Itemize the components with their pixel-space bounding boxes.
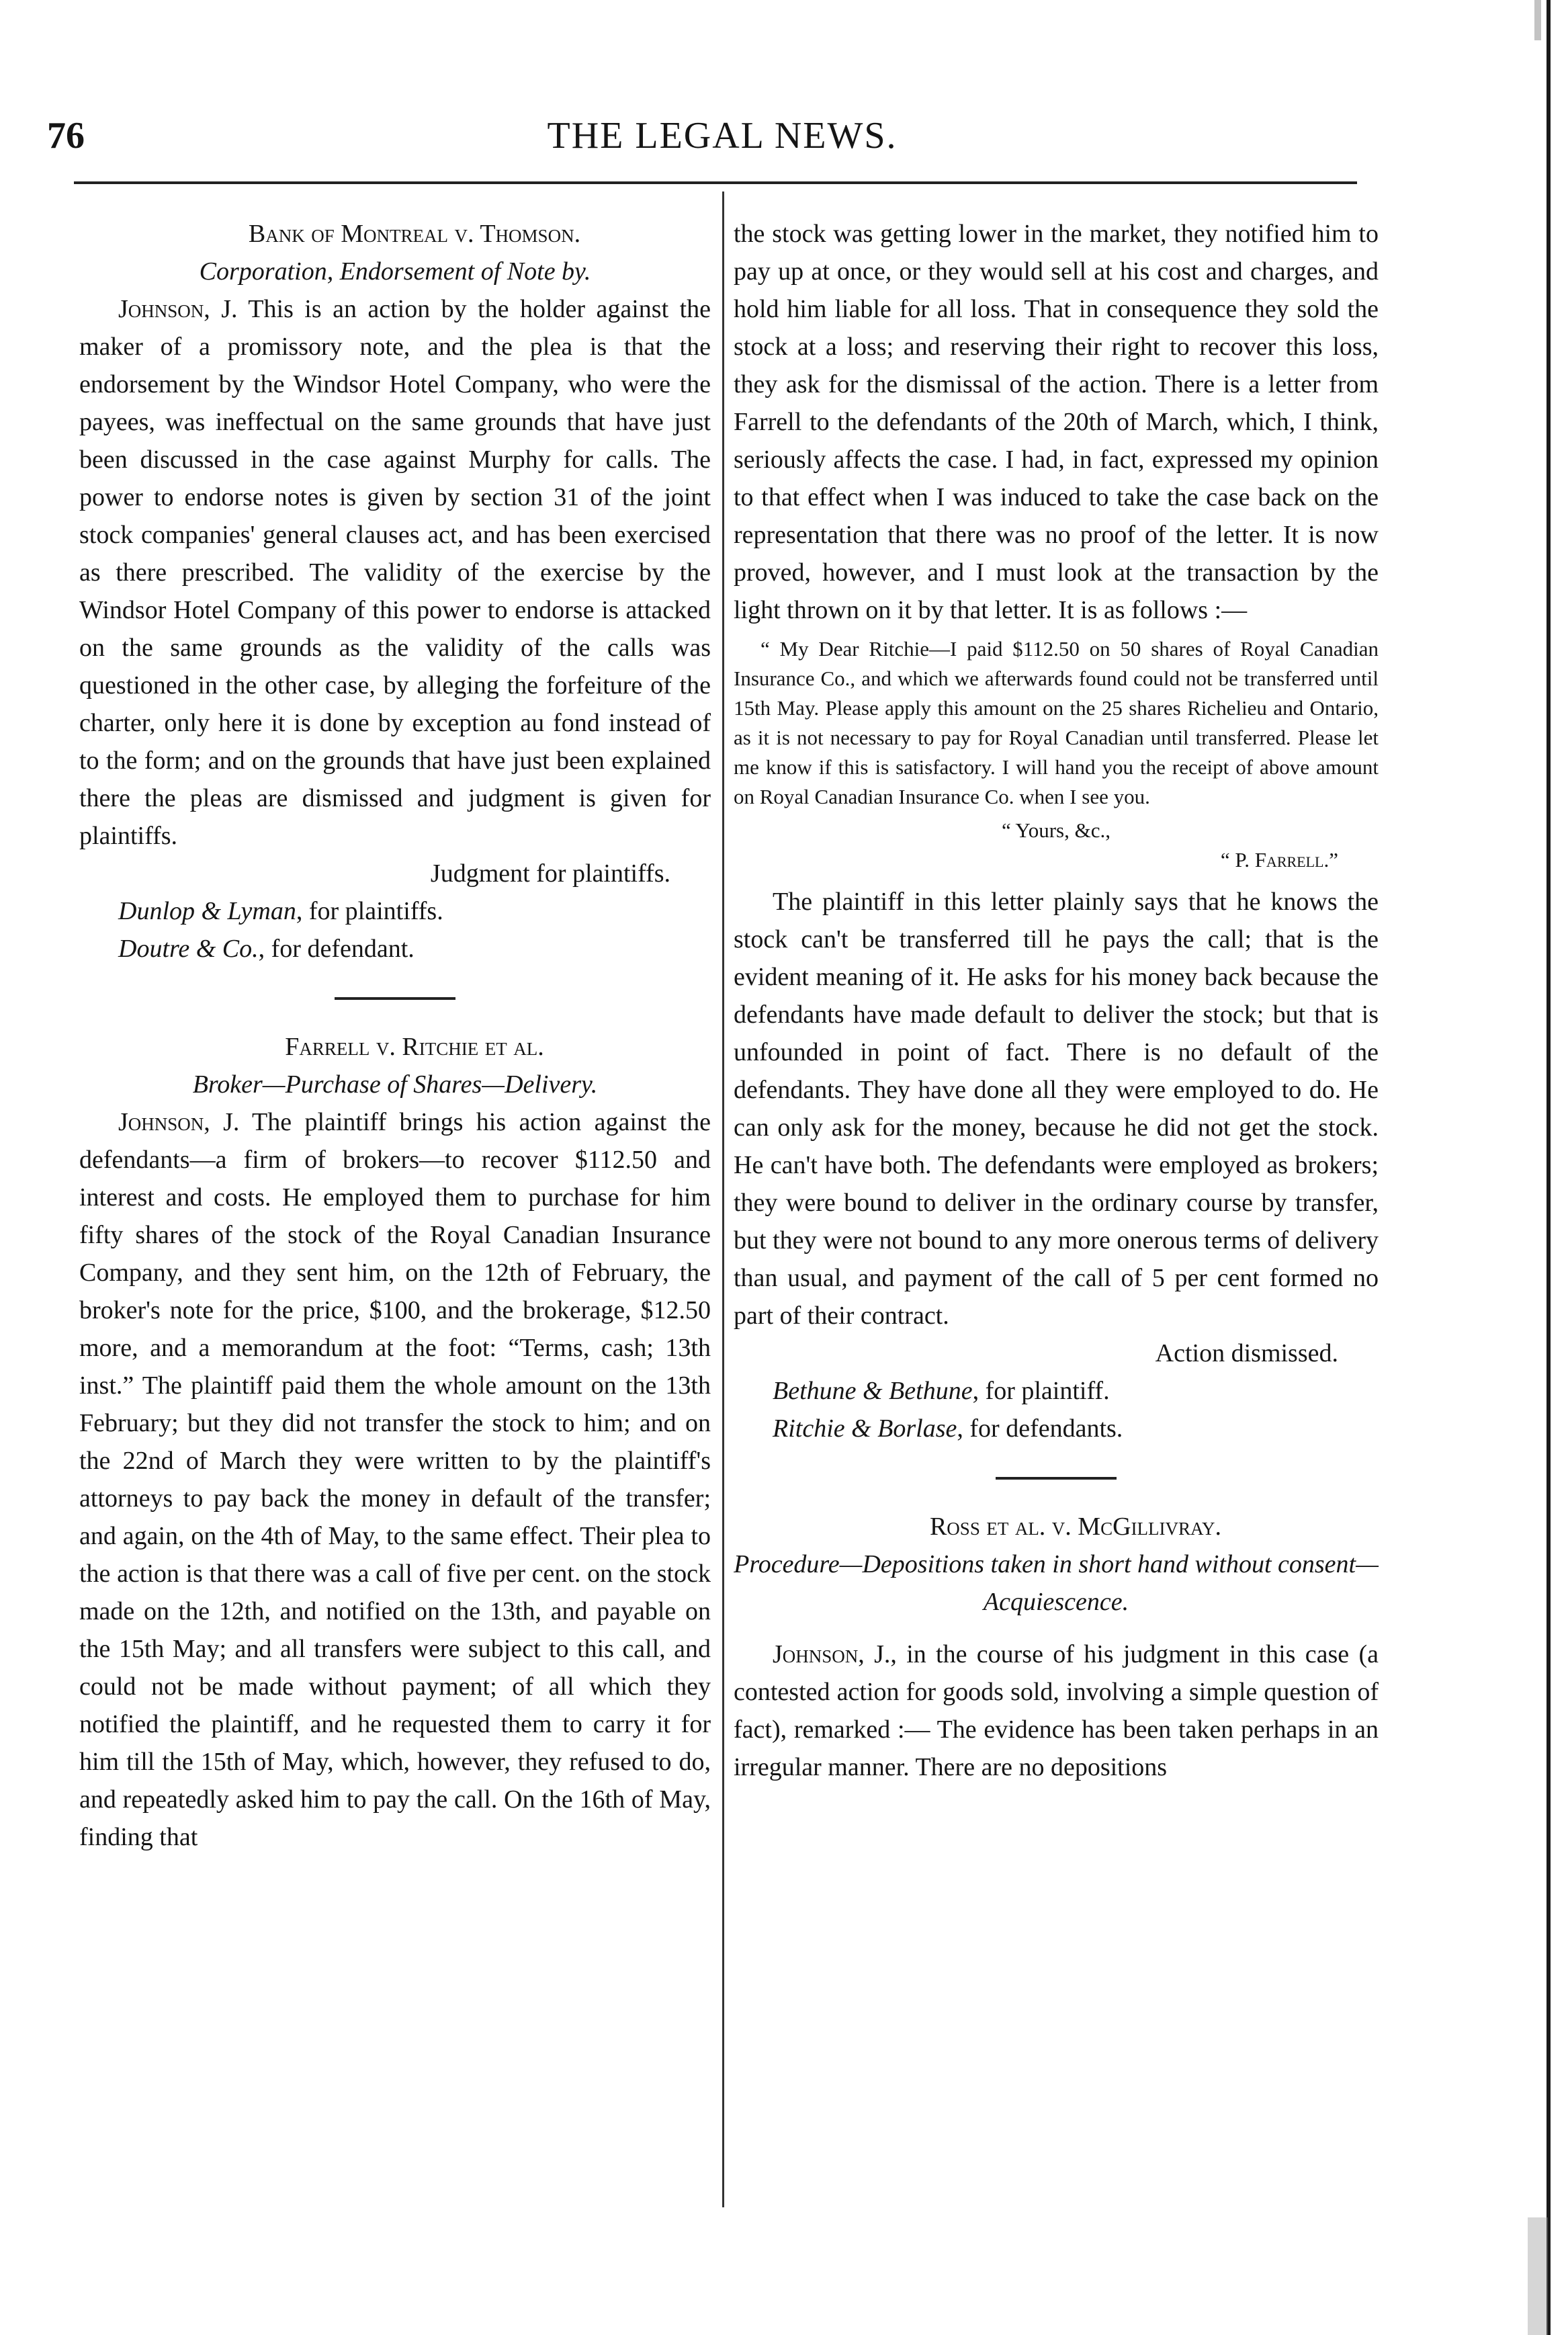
case-title: Ross et al. v. McGillivray. [929, 1513, 1222, 1541]
header-rule [74, 181, 1357, 184]
case-body [79, 290, 711, 855]
case-title: Farrell v. Ritchie et al. [285, 1033, 544, 1061]
letter-signature: “ P. Farrell.” [1220, 848, 1338, 872]
counsel-line [79, 930, 711, 968]
right-column [734, 215, 1379, 1786]
case-subtitle: Broker—Purchase of Shares—Delivery. [192, 1070, 598, 1099]
counsel-line [734, 1410, 1379, 1447]
counsel-line [734, 1372, 1379, 1410]
judge-name: Johnson, J. [773, 1640, 891, 1668]
counsel-role: , for defendants. [957, 1414, 1123, 1443]
letter-body: “ My Dear Ritchie—I paid $112.50 on 50 shares of Royal Canadian Insurance Co., and which we afterwards found could not be transferred until 15th May. Please apply this amount on the 25 shares Richelieu and Ontario, as it is not necessary to pay for Royal Canadian until transferred. Please let me know if this is satisfactory. I will hand you the receipt of above amount on Royal Canadian Insurance Co. when I see you. [734, 637, 1379, 808]
case-text: This is an action by the holder against the maker of a promissory note, and the plea is that the endorsement by the Windsor Hotel Company, who were the payees, was ineffectual on the same grounds that have just been discussed in the case against Murphy for calls. The power to endorse notes is given by section 31 of the joint stock companies' general clauses act, and has been exercised as there prescribed. The validity of the exercise by the Windsor Hotel Company of this power to endorse is attacked on the same grounds as the validity of the calls was questioned in the other case, by alleging the forfeiture of the charter, only here it is done by exception au fond instead of to the form; and on the grounds that have just been explained there the pleas are dismissed and judgment is given for plaintiffs. [79, 295, 711, 850]
case-body [79, 1103, 711, 1856]
verdict: Judgment for plaintiffs. [430, 859, 670, 888]
counsel-names: Ritchie & Borlase [773, 1414, 957, 1443]
case-text: , in the course of his judgment in this case (a contested action for goods sold, involving a simple question of fact), remarked :— The evidence has been taken perhaps in an irregular manner. There are no depositions [734, 1640, 1379, 1781]
quoted-letter [734, 634, 1379, 812]
case-subtitle: Procedure—Depositions taken in short hand without consent—Acquiescence. [734, 1550, 1379, 1616]
counsel-line [79, 892, 711, 930]
counsel-role: , for defendant. [258, 935, 415, 963]
case-text: The plaintiff brings his action against the defendants—a firm of brokers—to recover $112.50 and interest and costs. He employed them to purchase for him fifty shares of the stock of the Royal Canadian Insurance Company, and they sent him, on the 12th of February, the broker's note for the price, $100, and the brokerage, $12.50 more, and a memorandum at the foot: “Terms, cash; 13th inst.” The plaintiff paid them the whole amount on the 13th February; but they did not transfer the stock to him; and on the 22nd of March they were written to by the plaintiff's attorneys to pay back the money in default of the transfer; and again, on the 4th of May, to the same effect. Their plea to the action is that there was a call of five per cent. on the stock made on the 12th, and notified on the 13th, and payable on the 15th May; and all transfers were subject to this call, and could not be made without payment; of all which they notified the plaintiff, and he requested them to carry it for him till the 15th of May, which, however, they refused to do, and repeatedly asked him to pay the call. On the 16th of May, finding that [79, 1108, 711, 1851]
left-column [79, 215, 711, 1856]
judge-name: Johnson, J. [118, 1108, 240, 1136]
page-header [47, 114, 1397, 175]
continued-text: the stock was getting lower in the market, they notified him to pay up at once, or they would sell at his cost and charges, and hold him liable for all loss. That in consequence they sold the stock at a loss; and reserving their right to recover this loss, they ask for the dismissal of the action. There is a letter from Farrell to the defendants of the 20th of March, which, I think, seriously affects the case. I had, in fact, expressed my opinion to that effect when I was induced to take the case back on the representation that there was no proof of the letter. It is now proved, however, and I must look at the transaction by the light thrown on it by that letter. It is as follows :— [734, 220, 1379, 624]
case-text: The plaintiff in this letter plainly says that he knows the stock can't be transferred till he pays the call; that is the evident meaning of it. He asks for his money back because the defendants have made default to deliver the stock; but that is unfounded in point of fact. There is no default of the defendants. They have done all they were employed to do. He can only ask for the money, because he did not get the stock. He can't have both. The defendants were employed as brokers; they were bound to deliver in the ordinary course by transfer, but they were not bound to any more onerous terms of delivery than usual, and payment of the call of 5 per cent formed no part of their contract. [734, 888, 1379, 1330]
counsel-role: , for plaintiff. [972, 1377, 1110, 1405]
counsel-names: Dunlop & Lyman [118, 897, 296, 925]
letter-closing: “ Yours, &c., [1002, 818, 1110, 842]
case-body [734, 1636, 1379, 1786]
section-separator [335, 997, 455, 1000]
case-title: Bank of Montreal v. Thomson. [248, 220, 581, 248]
journal-title: THE LEGAL NEWS. [547, 115, 898, 157]
verdict: Action dismissed. [1155, 1339, 1338, 1367]
page-number: 76 [47, 115, 85, 157]
section-separator [996, 1477, 1117, 1480]
counsel-names: Bethune & Bethune [773, 1377, 973, 1405]
scan-edge-artifact [1487, 0, 1568, 2335]
counsel-role: , for plaintiffs. [296, 897, 443, 925]
counsel-names: Doutre & Co. [118, 935, 259, 963]
judge-name: Johnson, J. [118, 295, 238, 323]
column-divider [722, 192, 724, 2207]
case-subtitle: Corporation, Endorsement of Note by. [199, 257, 591, 286]
